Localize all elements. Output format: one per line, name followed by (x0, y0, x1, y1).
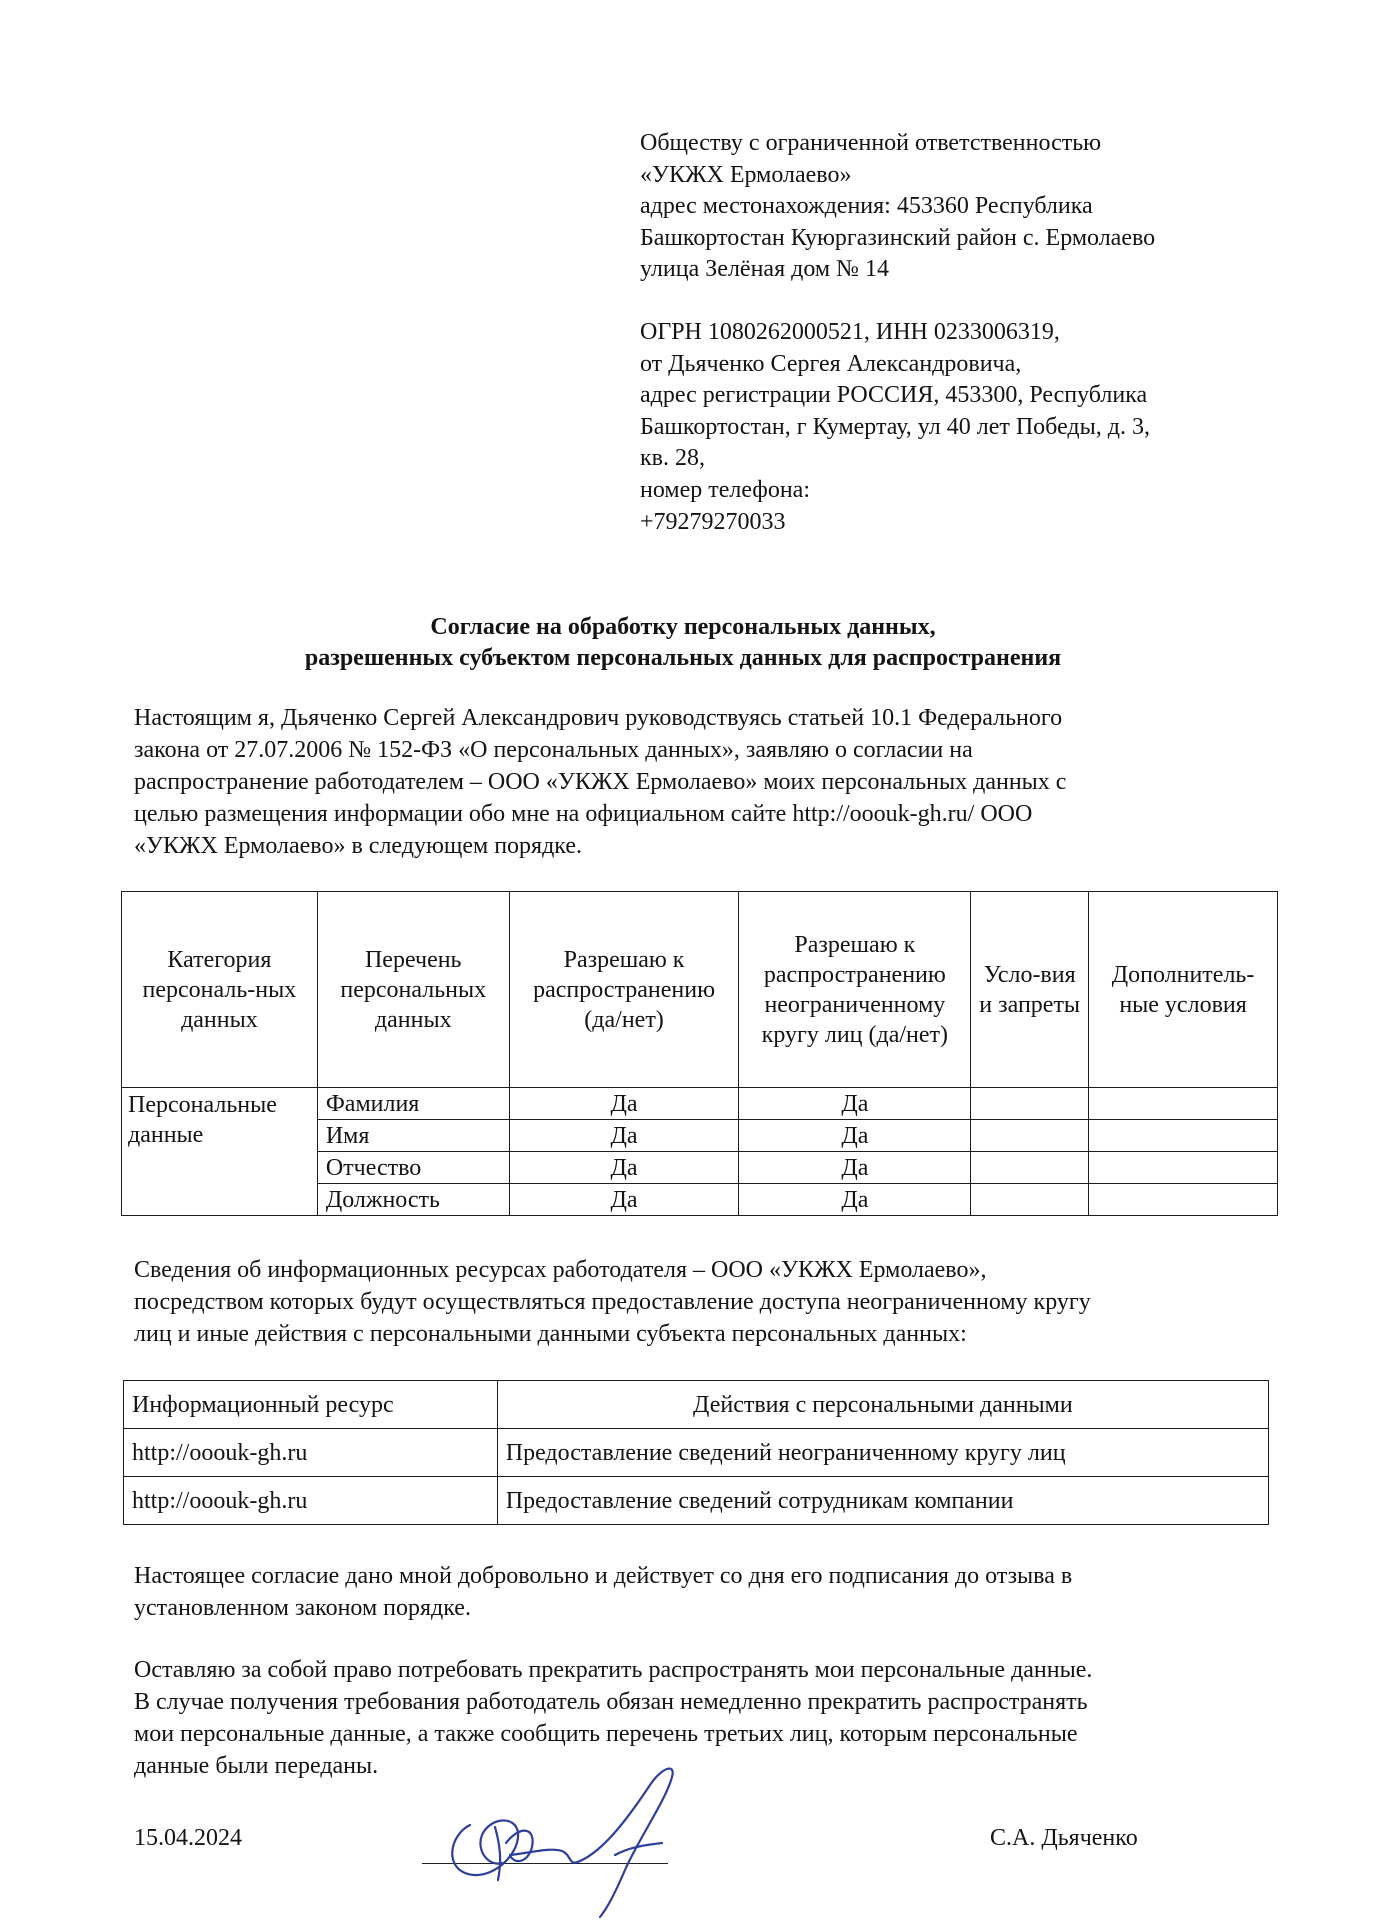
sender-phone: +79279270033 (640, 508, 786, 535)
sender-line: ОГРН 1080262000521, ИНН 0233006319, (640, 318, 1060, 345)
allow-cell: Да (509, 1184, 739, 1216)
consent-table (121, 891, 1278, 1216)
addressee-line: улица Зелёная дом № 14 (640, 256, 889, 283)
item-cell: Должность (317, 1184, 509, 1216)
resources-intro-line: посредством которых будут осуществляться предоставление доступа неограниченному кругу (134, 1289, 1091, 1315)
consent-table-header-row (122, 892, 1278, 1088)
allow-unlimited-cell: Да (739, 1152, 971, 1184)
conditions-cell (971, 1152, 1089, 1184)
title-line-1: Согласие на обработку персональных данных, (430, 614, 936, 640)
category-cell: Персональные данные (122, 1088, 318, 1216)
rights-line: мои персональные данные, а также сообщить перечень третьих лиц, которым персональные (134, 1721, 1078, 1747)
resource-url-cell: http://ooouk-gh.ru (124, 1477, 498, 1525)
col-header-category: Категория персональ-ных данных (122, 892, 318, 1088)
sender-line: адрес регистрации РОССИЯ, 453300, Республика (640, 382, 1148, 409)
conditions-cell (971, 1088, 1089, 1120)
resources-table (123, 1380, 1269, 1525)
resources-intro-paragraph (134, 1254, 1232, 1350)
voluntary-line: Настоящее согласие дано мной добровольно и действует со дня его подписания до отзыва в (134, 1563, 1073, 1589)
addressee-line: Обществу с ограниченной ответственностью (640, 130, 1102, 156)
spacer (640, 286, 1260, 317)
rights-line: В случае получения требования работодатель обязан немедленно прекратить распространять (134, 1689, 1088, 1715)
sender-line: от Дьяченко Сергея Александровича, (640, 350, 1022, 377)
item-cell: Отчество (317, 1152, 509, 1184)
addressee-line: адрес местонахождения: 453360 Республика (640, 193, 1093, 220)
addressee-line: «УКЖХ Ермолаево» (640, 161, 852, 188)
col-header-allow-unlimited: Разрешаю к распространению неограниченному кругу лиц (да/нет) (739, 892, 971, 1088)
intro-line: «УКЖХ Ермолаево» в следующем порядке. (134, 833, 583, 859)
signature-date: 15.04.2024 (134, 1825, 242, 1851)
resource-action-cell: Предоставление сведений сотрудникам компании (497, 1477, 1268, 1525)
allow-unlimited-cell: Да (739, 1088, 971, 1120)
signer-name: С.А. Дьяченко (990, 1825, 1138, 1851)
sender-line: номер телефона: (640, 476, 811, 503)
col-header-actions: Действия с персональными данными (497, 1381, 1268, 1429)
sender-line: кв. 28, (640, 445, 705, 472)
intro-line: целью размещения информации обо мне на официальном сайте http://ooouk-gh.ru/ ООО (134, 801, 1033, 827)
resources-table-header-row (124, 1381, 1269, 1429)
document-title (132, 612, 1234, 674)
table-row (124, 1477, 1269, 1525)
resources-intro-line: лиц и иные действия с персональными данными субъекта персональных данных: (134, 1321, 967, 1347)
addressee-block (640, 128, 1260, 538)
voluntary-line: установленном законом порядке. (134, 1595, 471, 1621)
col-header-extra: Дополнитель-ные условия (1089, 892, 1278, 1088)
resource-url-cell: http://ooouk-gh.ru (124, 1429, 498, 1477)
intro-paragraph (134, 702, 1232, 862)
addressee-line: Башкортостан Куюргазинский район с. Ермолаево (640, 224, 1156, 251)
title-line-2: разрешенных субъектом персональных данных для распространения (304, 645, 1062, 671)
item-cell: Имя (317, 1120, 509, 1152)
allow-cell: Да (509, 1088, 739, 1120)
resource-action-cell: Предоставление сведений неограниченному кругу лиц (497, 1429, 1268, 1477)
intro-line: распространение работодателем – ООО «УКЖХ Ермолаево» моих персональных данных с (134, 769, 1067, 795)
handwritten-signature (440, 1755, 720, 1920)
extra-cell (1089, 1152, 1278, 1184)
allow-unlimited-cell: Да (739, 1184, 971, 1216)
table-row (122, 1088, 1278, 1120)
allow-cell: Да (509, 1120, 739, 1152)
allow-unlimited-cell: Да (739, 1120, 971, 1152)
resources-intro-line: Сведения об информационных ресурсах работодателя – ООО «УКЖХ Ермолаево», (134, 1257, 987, 1283)
voluntary-paragraph (134, 1560, 1232, 1624)
extra-cell (1089, 1120, 1278, 1152)
rights-line: Оставляю за собой право потребовать прекратить распространять мои персональные данные. (134, 1657, 1093, 1683)
sender-line: Башкортостан, г Кумертау, ул 40 лет Победы, д. 3, (640, 413, 1150, 440)
extra-cell (1089, 1088, 1278, 1120)
table-row (124, 1429, 1269, 1477)
conditions-cell (971, 1184, 1089, 1216)
col-header-conditions: Усло-вия и запреты (971, 892, 1089, 1088)
extra-cell (1089, 1184, 1278, 1216)
conditions-cell (971, 1120, 1089, 1152)
intro-line: закона от 27.07.2006 № 152-ФЗ «О персональных данных», заявляю о согласии на (134, 737, 973, 763)
col-header-list: Перечень персональных данных (317, 892, 509, 1088)
item-cell: Фамилия (317, 1088, 509, 1120)
col-header-resource: Информационный ресурс (124, 1381, 498, 1429)
intro-line: Настоящим я, Дьяченко Сергей Александрович руководствуясь статьей 10.1 Федерального (134, 705, 1063, 731)
col-header-allow: Разрешаю к распространению (да/нет) (509, 892, 739, 1088)
allow-cell: Да (509, 1152, 739, 1184)
rights-line: данные были переданы. (134, 1753, 379, 1779)
